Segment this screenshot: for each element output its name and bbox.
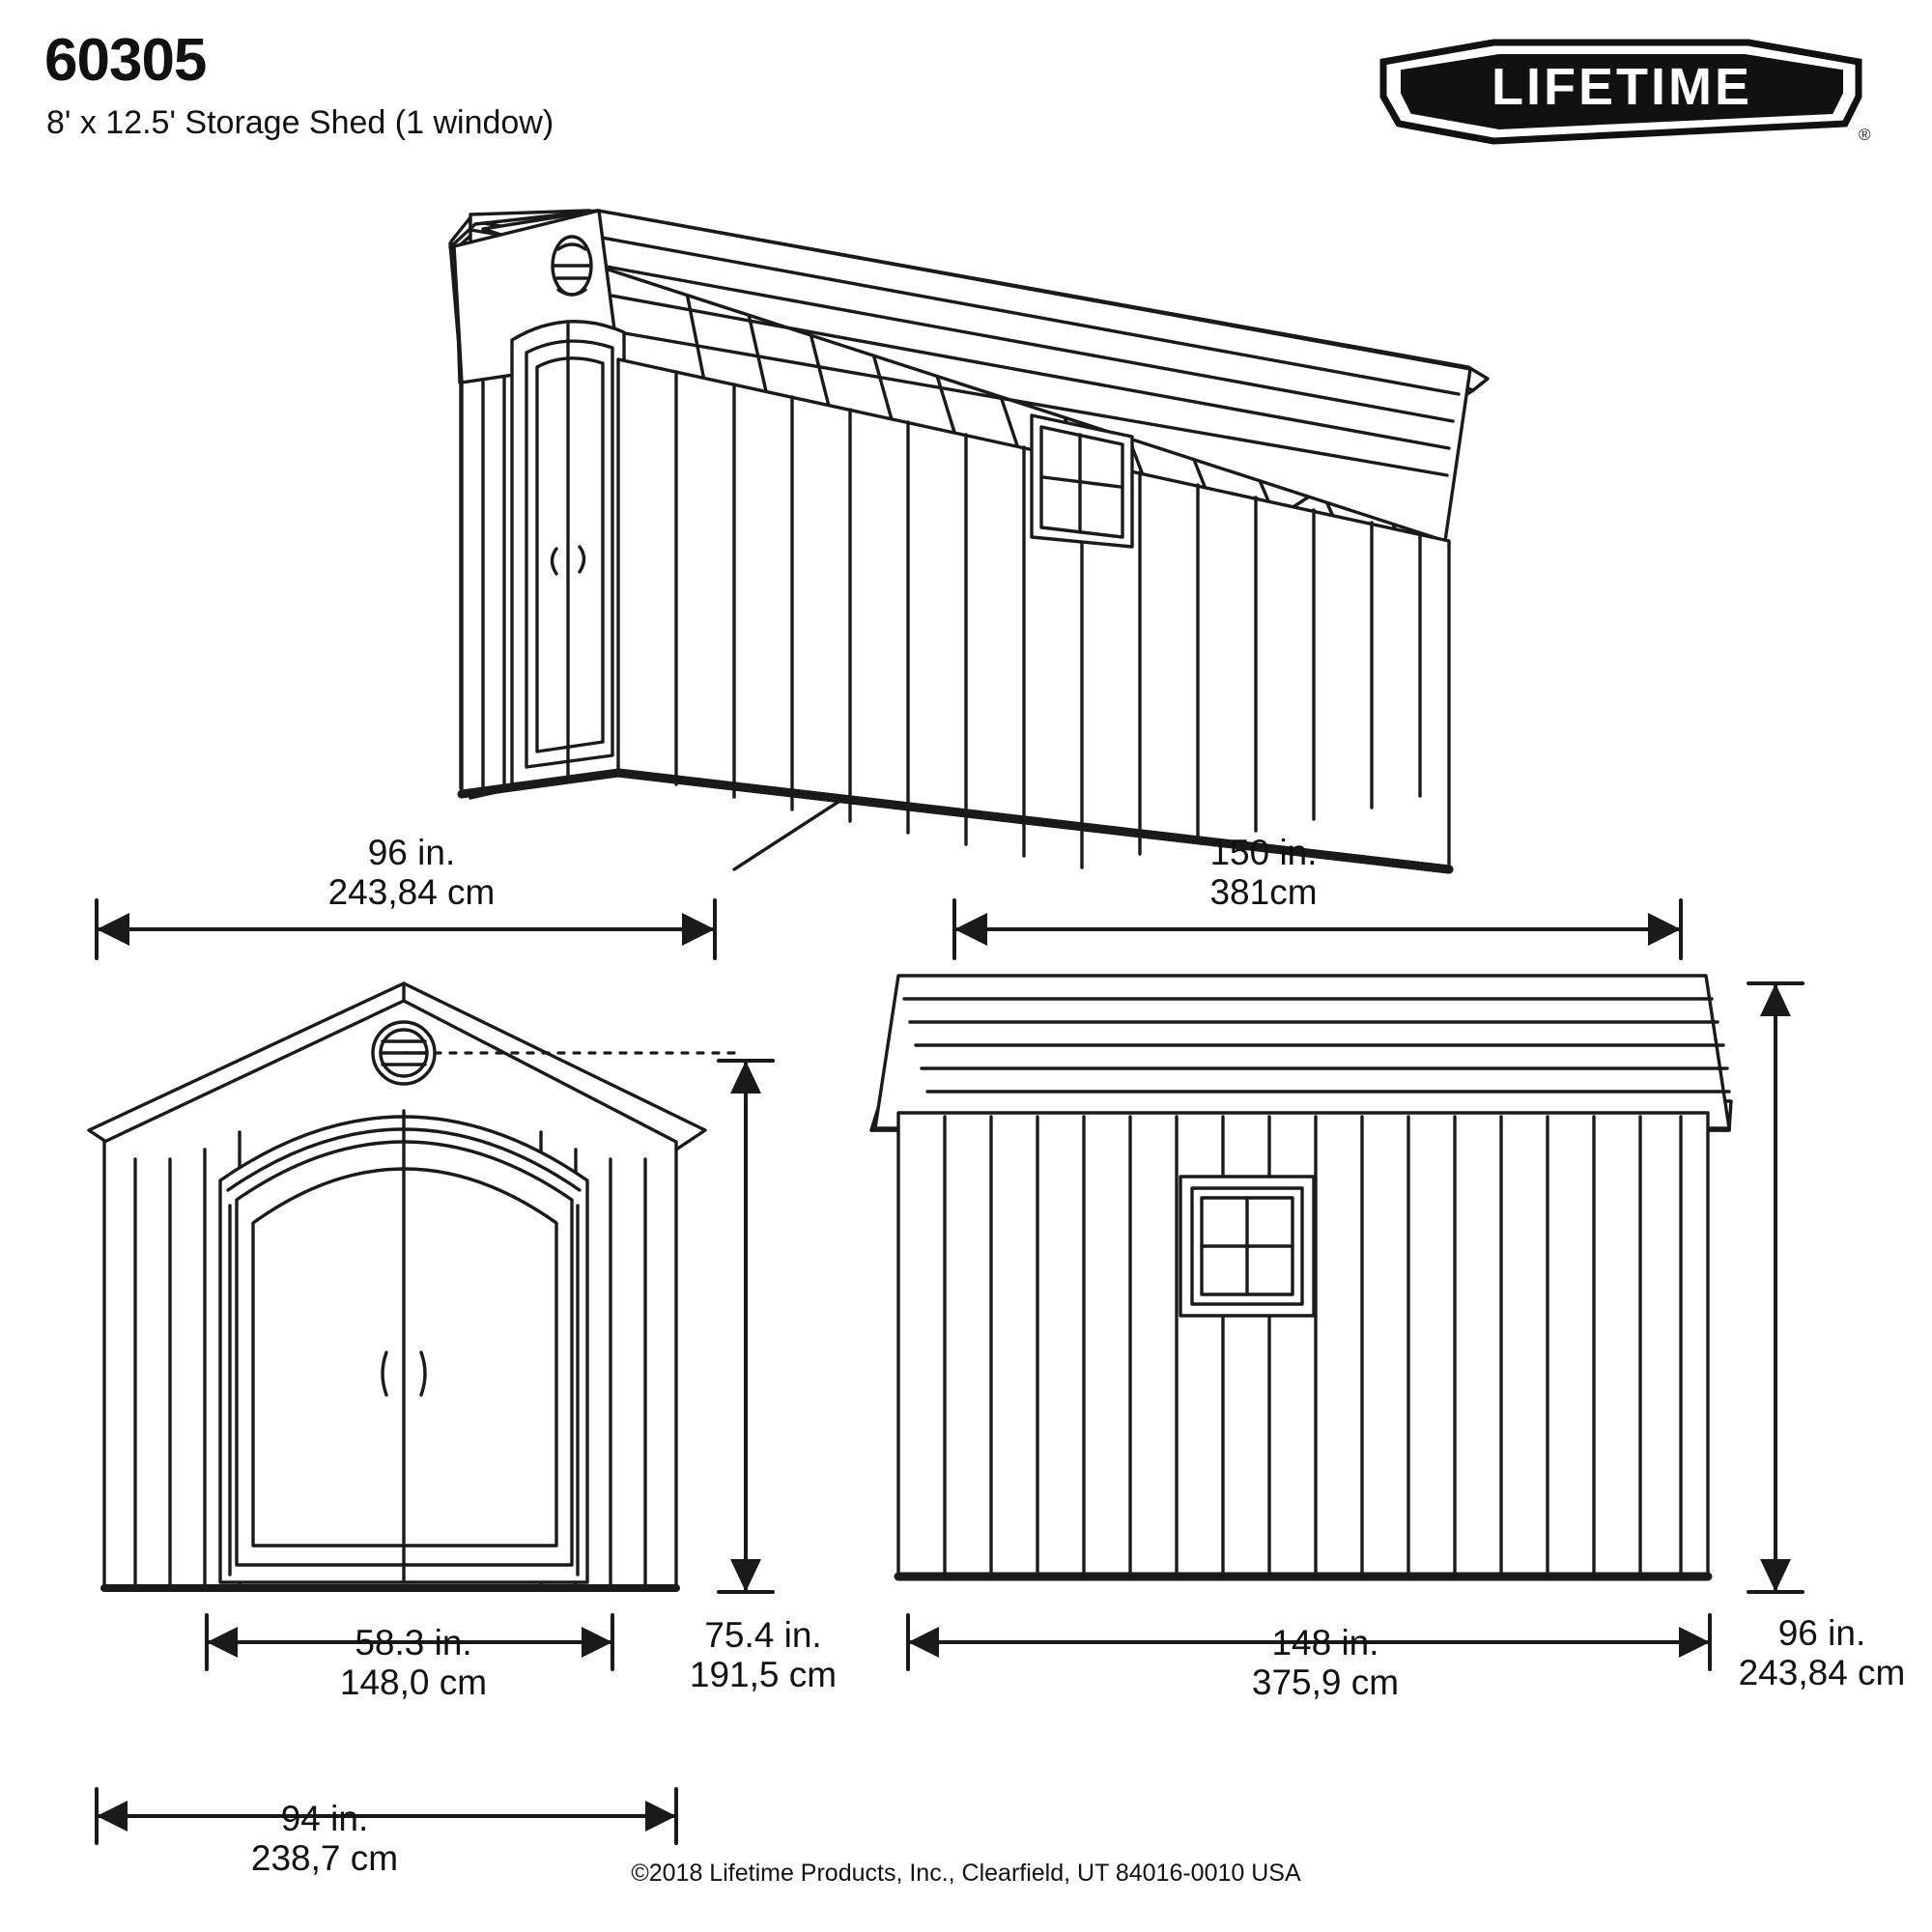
dimension-value-inches: 75.4 in. [704, 1615, 822, 1655]
side-window [1180, 1177, 1314, 1316]
dimension-value-inches: 94 in. [280, 1799, 369, 1838]
dimension-value-inches: 96 in. [367, 833, 456, 872]
side-elevation-view [871, 976, 1731, 1577]
dimension-value-cm: 238,7 cm [250, 1838, 399, 1879]
dimension-value-cm: 381cm [1209, 872, 1318, 913]
registered-trademark-icon: ® [1859, 126, 1871, 144]
iso-window [1032, 415, 1132, 547]
dimension-label-iso-length [1080, 833, 1447, 913]
dimension-value-inches: 96 in. [1777, 1613, 1866, 1653]
dimension-value-cm: 191,5 cm [689, 1655, 838, 1695]
dimension-value-cm: 375,9 cm [1251, 1662, 1400, 1703]
page-title: 60305 [44, 27, 207, 94]
front-elevation-view [89, 983, 744, 1588]
dimension-value-cm: 243,84 cm [327, 872, 496, 913]
dimension-label-iso-width [228, 833, 595, 913]
dimension-value-cm: 243,84 cm [1738, 1653, 1906, 1693]
dimension-label-front-wall-height [667, 1615, 860, 1695]
dimension-value-cm: 148,0 cm [339, 1662, 488, 1703]
isometric-view [450, 183, 1488, 869]
dimension-label-side-height [1716, 1613, 1928, 1693]
dimension-label-side-floor-width [1132, 1623, 1519, 1703]
page-subtitle: 8' x 12.5' Storage Shed (1 window) [46, 104, 554, 141]
dimension-value-inches: 58.3 in. [355, 1623, 472, 1662]
dimension-value-inches: 148 in. [1271, 1623, 1379, 1662]
copyright-notice: ©2018 Lifetime Products, Inc., Clearfield, UT 84016-0010 USA [631, 1860, 1301, 1887]
brand-logo-text: LIFETIME [1492, 58, 1752, 116]
dimension-label-front-door-width [220, 1623, 607, 1703]
dimension-value-inches: 150 in. [1209, 833, 1318, 872]
